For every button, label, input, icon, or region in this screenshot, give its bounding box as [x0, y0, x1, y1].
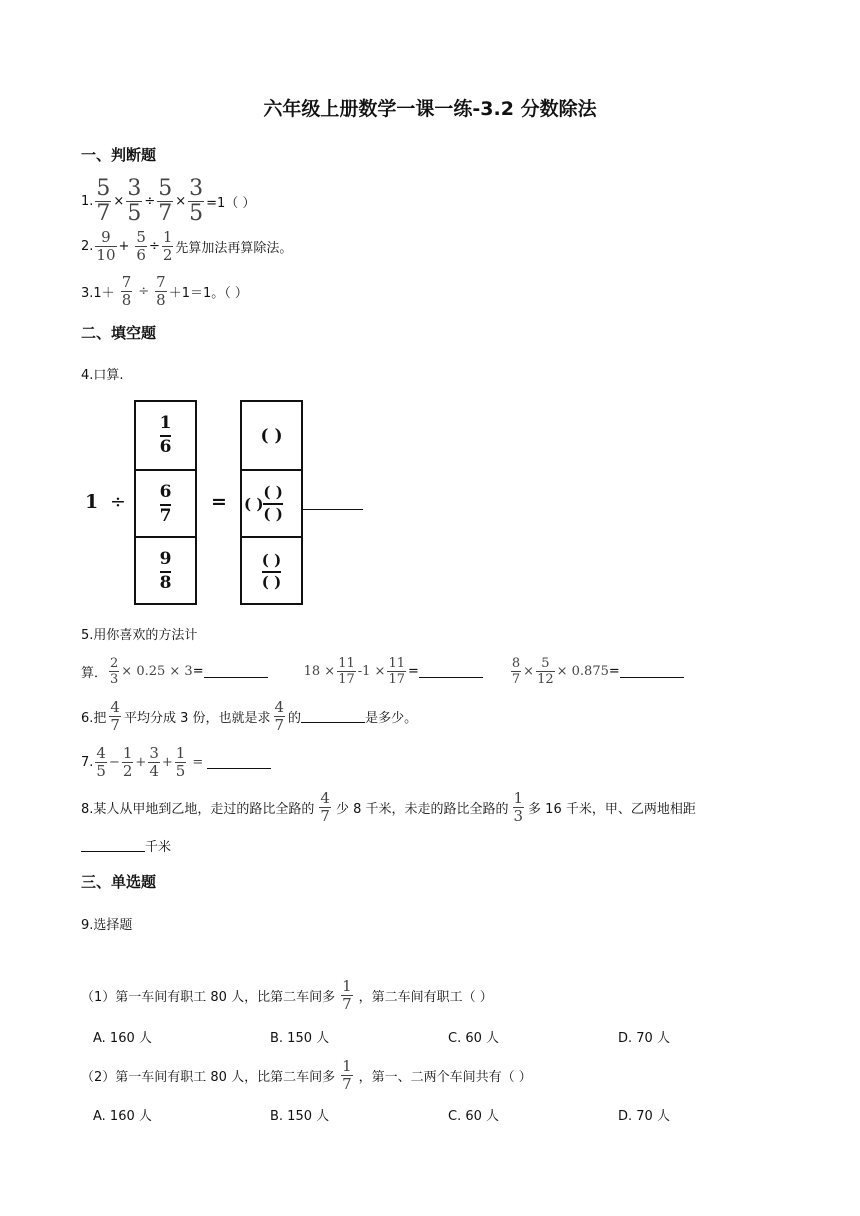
q8-unit: 千米 — [145, 839, 172, 855]
q1-fraction-4: $\frac{3}{5}$ — [189, 175, 204, 226]
q1-fraction-2: $\frac{3}{5}$ — [127, 175, 142, 226]
q9-sub2-tail: ，第一、二两个车间共有（ ） — [358, 1069, 532, 1085]
q2-op-1: + — [118, 238, 130, 254]
q6-blank[interactable] — [301, 710, 365, 723]
q9-sub1-fraction: $\frac{1}{7}$ — [342, 976, 352, 1013]
q4-answer-box — [240, 400, 303, 605]
q9-sub-2 — [81, 1056, 532, 1094]
q5-c-blank[interactable] — [620, 665, 684, 678]
q5-c-fraction-1: $\frac{8}{7}$ — [511, 655, 521, 687]
q5-a-blank[interactable] — [204, 665, 268, 678]
q9-sub2-option-d[interactable]: D. 70 人 — [618, 1109, 670, 1124]
q5-label: 5.用你喜欢的方法计 — [81, 628, 198, 643]
q2-tail: 先算加法再算除法。 — [175, 240, 293, 256]
q7-op-2: + — [135, 754, 147, 770]
q1-op-3: × — [175, 193, 187, 209]
q7-blank[interactable] — [207, 756, 271, 769]
q5-b-eq: = — [407, 663, 419, 679]
q2-fraction-1: $\frac{9}{10}$ — [96, 227, 116, 264]
question-8 — [81, 788, 696, 826]
question-7 — [81, 744, 271, 780]
q7-op-3: + — [161, 754, 173, 770]
q5-b-fraction-1: $\frac{11}{17}$ — [338, 655, 355, 687]
q5-a-fraction: $\frac{2}{3}$ — [110, 655, 119, 687]
page-title: 六年级上册数学一课一练-3.2 分数除法 — [263, 98, 597, 120]
section-heading-single-choice: 三、单选题 — [81, 873, 157, 891]
q5-c-fraction-2: $\frac{5}{12}$ — [537, 655, 554, 687]
q8-fraction-2: $\frac{1}{3}$ — [513, 788, 524, 825]
q5-b-mid: -1 × — [357, 663, 386, 679]
q4-label: 4.口算. — [81, 368, 124, 383]
q4-answer-cell-2: ( ) ( ) ( ) — [242, 469, 301, 536]
q7-op-1: − — [108, 754, 120, 770]
q4-equals-sign: = — [211, 491, 227, 513]
q5-c-op: × — [523, 663, 535, 679]
q2-number: 2. — [81, 238, 94, 254]
question-6 — [81, 697, 417, 735]
q5-c-eq: = — [608, 663, 620, 679]
q7-fraction-2: $\frac{1}{2}$ — [122, 743, 133, 780]
q4-divisor-cell-2: 6 7 — [136, 469, 195, 538]
q9-sub1-option-d[interactable]: D. 70 人 — [618, 1031, 670, 1046]
q5-b-pre: 18 × — [303, 663, 336, 679]
question-8-line-2 — [81, 836, 171, 854]
q8-pre: 8.某人从甲地到乙地，走过的路比全路的 — [81, 801, 315, 817]
q1-fraction-1: $\frac{5}{7}$ — [96, 175, 111, 226]
q9-sub2-pre: （2）第一车间有职工 80 人，比第二车间多 — [81, 1069, 336, 1085]
section-heading-fill-in: 二、填空题 — [81, 324, 157, 342]
q7-number: 7. — [81, 754, 94, 770]
q2-op-2: ÷ — [148, 238, 160, 254]
q9-sub1-pre: （1）第一车间有职工 80 人，比第二车间多 — [81, 989, 336, 1005]
q4-divisor-cell-1: 1 6 — [159, 412, 172, 457]
q4-one: 1 — [85, 491, 99, 513]
q4-answer-cell-1: ( ) — [260, 425, 283, 446]
question-5-expressions — [81, 652, 684, 690]
q9-sub1-option-c[interactable]: C. 60 人 — [448, 1031, 500, 1046]
q8-tail: 多 16 千米，甲、乙两地相距 — [528, 801, 696, 817]
q8-mid: 少 8 千米，未走的路比全路的 — [335, 801, 509, 817]
q1-op-1: × — [113, 193, 125, 209]
question-3 — [81, 273, 248, 309]
q5-b-blank[interactable] — [419, 665, 483, 678]
q5-cont: 算． — [81, 665, 108, 681]
q9-sub1-option-a[interactable]: A. 160 人 — [93, 1031, 152, 1046]
q1-tail: =1（ ） — [206, 195, 256, 211]
q3-fraction-2: $\frac{7}{8}$ — [156, 272, 166, 309]
question-1 — [81, 175, 256, 226]
q8-blank[interactable] — [81, 839, 145, 852]
q7-fraction-3: $\frac{3}{4}$ — [149, 743, 159, 780]
q3-fraction-1: $\frac{7}{8}$ — [121, 272, 132, 309]
q9-sub2-fraction: $\frac{1}{7}$ — [342, 1056, 352, 1093]
q4-divisor-cell-3: 9 8 — [136, 536, 195, 605]
q4-answer-cell-3: ( ) ( ) — [242, 536, 301, 605]
q9-sub2-option-b[interactable]: B. 150 人 — [270, 1109, 330, 1124]
question-2 — [81, 229, 292, 263]
q6-pre: 6.把 — [81, 710, 107, 726]
q1-op-2: ÷ — [144, 193, 156, 209]
q9-label: 9.选择题 — [81, 918, 133, 933]
q9-sub1-tail: ，第二车间有职工（ ） — [358, 989, 493, 1005]
q7-fraction-4: $\frac{1}{5}$ — [175, 743, 186, 780]
q4-divide-sign: ÷ — [110, 491, 126, 513]
q1-number: 1. — [81, 193, 94, 209]
q7-eq: = — [192, 754, 204, 770]
section-heading-judgement: 一、判断题 — [81, 146, 157, 164]
q4-divisor-box — [134, 400, 197, 605]
q5-a-rest: × 0.25 × 3 — [121, 663, 193, 679]
q9-sub-1 — [81, 976, 493, 1014]
q5-c-rest: × 0.875 — [556, 663, 609, 679]
q6-de: 的 — [288, 710, 302, 726]
q3-number: 3.1＋ — [81, 285, 115, 301]
q2-fraction-2: $\frac{5}{6}$ — [136, 227, 146, 264]
q4-answer-blank[interactable] — [303, 509, 363, 510]
q1-fraction-3: $\frac{5}{7}$ — [158, 175, 173, 226]
q2-fraction-3: $\frac{1}{2}$ — [162, 227, 173, 264]
q5-b-fraction-2: $\frac{11}{17}$ — [388, 655, 405, 687]
q5-a-eq: = — [192, 663, 204, 679]
q6-mid: 平均分成 3 份，也就是求 — [123, 710, 271, 726]
q9-sub1-option-b[interactable]: B. 150 人 — [270, 1031, 330, 1046]
q6-fraction-2: $\frac{4}{7}$ — [274, 697, 285, 734]
q8-fraction-1: $\frac{4}{7}$ — [320, 788, 330, 825]
q9-sub2-option-c[interactable]: C. 60 人 — [448, 1109, 500, 1124]
q6-tail: 是多少。 — [365, 710, 418, 726]
q9-sub2-option-a[interactable]: A. 160 人 — [93, 1109, 152, 1124]
q3-tail: ＋1＝1。（ ） — [168, 285, 248, 301]
q3-op-1: ÷ — [138, 283, 150, 299]
q6-fraction-1: $\frac{4}{7}$ — [110, 697, 120, 734]
q7-fraction-1: $\frac{4}{5}$ — [96, 743, 106, 780]
